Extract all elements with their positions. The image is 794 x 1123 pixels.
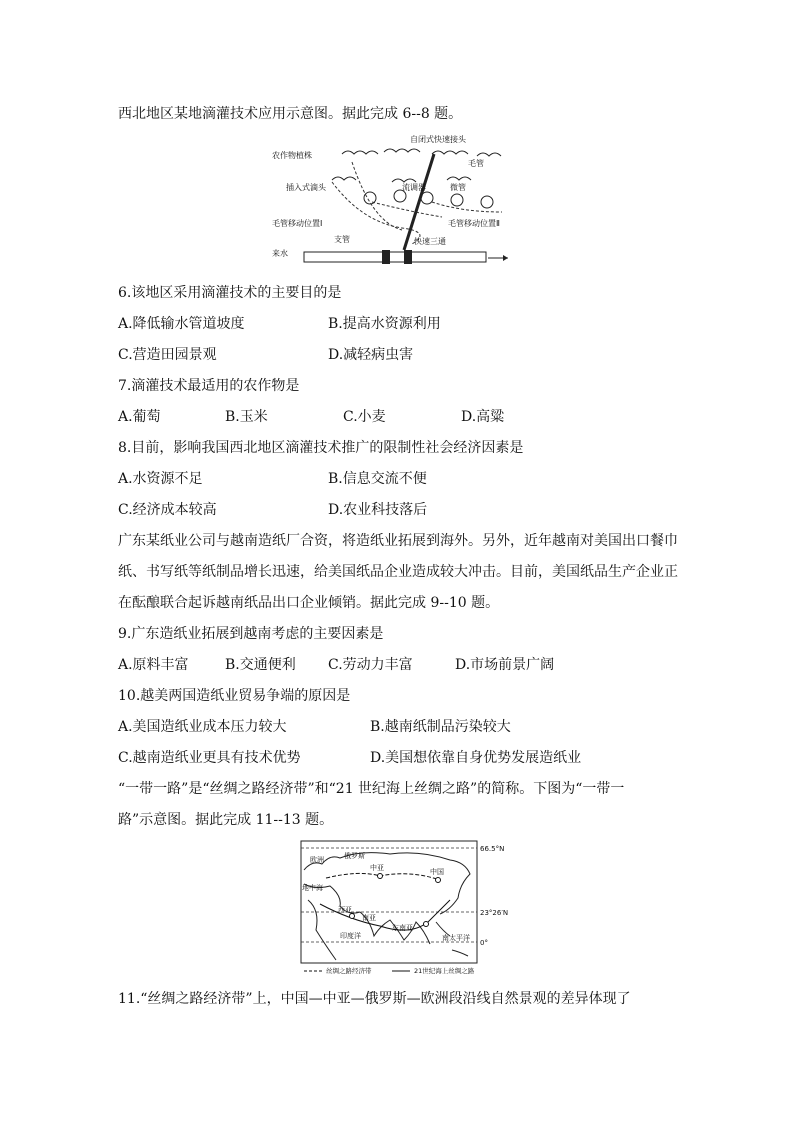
q10-stem: 10.越美两国造纸业贸易争端的原因是 (118, 688, 351, 704)
map-label-central-asia: 中亚 (370, 864, 384, 872)
fig1-label-connector: 自闭式快速接头 (410, 135, 466, 144)
q7-option-c: C.小麦 (343, 409, 386, 425)
fig1-label-position-2: 毛管移动位置Ⅱ (448, 219, 500, 228)
fig1-label-branch-pipe: 支管 (334, 235, 350, 244)
q7-option-d: D.高粱 (461, 409, 505, 425)
fig1-label-inflow: 来水 (272, 249, 288, 258)
q8-option-a: A.水资源不足 (118, 471, 203, 487)
drip-irrigation-figure (272, 132, 524, 270)
q10-option-b: B.越南纸制品污染较大 (370, 719, 511, 735)
q8-stem: 8.目前，影响我国西北地区滴灌技术推广的限制性社会经济因素是 (118, 440, 524, 456)
q9-stem: 9.广东造纸业拓展到越南考虑的主要因素是 (118, 626, 384, 642)
map-label-south-pacific: 南太平洋 (442, 934, 470, 942)
intro3-line-1: “一带一路”是“丝绸之路经济带”和“21 世纪海上丝绸之路”的简称。下图为“一带一 (118, 781, 625, 797)
q6-stem: 6.该地区采用滴灌技术的主要目的是 (118, 285, 342, 301)
q10-option-d: D.美国想依靠自身优势发展造纸业 (370, 750, 582, 766)
map-label-china: 中国 (430, 868, 444, 876)
belt-road-map-figure (300, 840, 512, 978)
fig1-label-tee: 快速三通 (414, 237, 446, 246)
q8-option-c: C.经济成本较高 (118, 502, 217, 518)
q10-option-c: C.越南造纸业更具有技术优势 (118, 750, 301, 766)
map-lat-23: 23°26′N (480, 909, 509, 917)
map-label-mediterranean: 地中海 (302, 884, 323, 892)
intro-text-1: 西北地区某地滴灌技术应用示意图。据此完成 6--8 题。 (118, 106, 463, 122)
intro2-line-3: 在酝酿联合起诉越南纸品出口企业倾销。据此完成 9--10 题。 (118, 595, 500, 611)
map-legend-belt: 丝绸之路经济带 (326, 967, 372, 975)
map-label-west-asia: 西亚 (338, 906, 352, 914)
q7-stem: 7.滴灌技术最适用的农作物是 (118, 378, 300, 394)
q7-option-b: B.玉米 (225, 409, 268, 425)
fig1-label-position-1: 毛管移动位置Ⅰ (272, 219, 323, 228)
intro3-line-2: 路”示意图。据此完成 11--13 题。 (118, 812, 334, 828)
q6-option-b: B.提高水资源利用 (328, 316, 441, 332)
map-label-indian-ocean: 印度洋 (340, 932, 361, 940)
q7-option-a: A.葡萄 (118, 409, 161, 425)
map-label-europe: 欧洲 (310, 856, 324, 864)
fig1-label-capillary: 毛管 (468, 159, 484, 168)
q9-option-b: B.交通便利 (225, 657, 296, 673)
map-lat-0: 0° (480, 939, 488, 947)
fig1-label-regulator: 流调器 (402, 183, 426, 192)
drip-irrigation-diagram (272, 132, 524, 270)
map-legend-maritime: 21世纪海上丝绸之路 (414, 967, 475, 975)
intro2-line-2: 纸、书写纸等纸制品增长迅速，给美国纸品企业造成较大冲击。目前，美国纸品生产企业正 (118, 564, 678, 580)
map-label-russia: 俄罗斯 (344, 852, 365, 860)
fig1-label-dripper: 插入式滴头 (286, 183, 326, 192)
q6-option-d: D.减轻病虫害 (328, 347, 414, 363)
map-label-south-asia: 南亚 (362, 914, 376, 922)
q8-option-d: D.农业科技落后 (328, 502, 428, 518)
intro2-line-1: 广东某纸业公司与越南造纸厂合资，将造纸业拓展到海外。另外，近年越南对美国出口餐巾 (118, 533, 678, 549)
q11-stem: 11.“丝绸之路经济带”上，中国—中亚—俄罗斯—欧洲段沿线自然景观的差异体现了 (118, 991, 631, 1007)
q9-option-d: D.市场前景广阔 (455, 657, 555, 673)
q10-option-a: A.美国造纸业成本压力较大 (118, 719, 287, 735)
q6-option-a: A.降低输水管道坡度 (118, 316, 245, 332)
q9-option-c: C.劳动力丰富 (328, 657, 413, 673)
map-label-southeast-asia: 东南亚 (392, 924, 413, 932)
map-lat-66: 66.5°N (480, 845, 505, 853)
belt-road-map (300, 840, 512, 978)
q8-option-b: B.信息交流不便 (328, 471, 427, 487)
fig1-label-microtube: 微管 (450, 183, 466, 192)
fig1-label-plant: 农作物植株 (272, 151, 312, 160)
q6-option-c: C.营造田园景观 (118, 347, 217, 363)
q9-option-a: A.原料丰富 (118, 657, 189, 673)
